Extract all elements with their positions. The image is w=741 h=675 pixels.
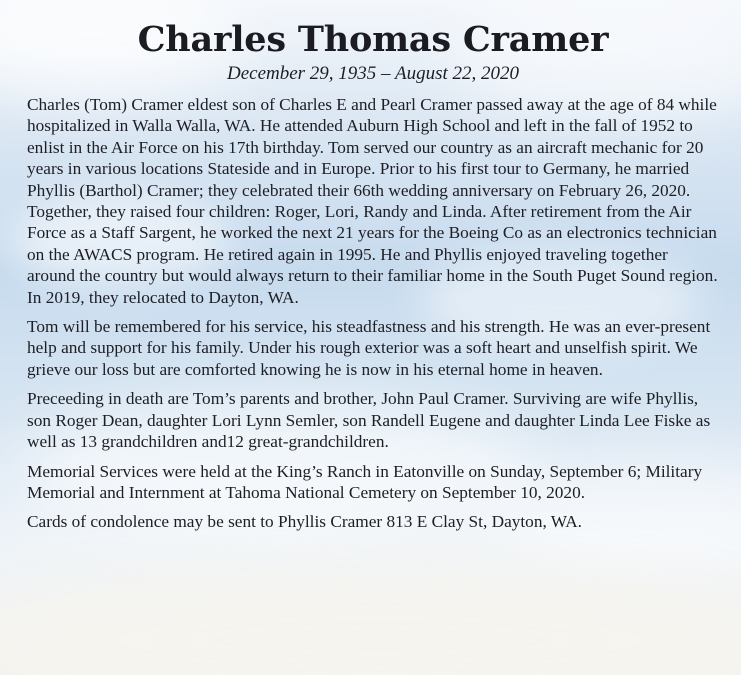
obituary-content (27, 18, 719, 541)
paragraph-services: Memorial Services were held at the King’s Ranch in Eatonville on Sunday, September 6; Military Memorial and Internment at Tahoma National Cemetery on September 10, 2020. (27, 461, 703, 502)
deceased-name: Charles Thomas Cramer (137, 19, 609, 60)
paragraph-survivors: Preceeding in death are Tom’s parents and brother, John Paul Cramer. Surviving are wife Phyllis, son Roger Dean, daughter Lori Lynn Semler, son Randell Eugene and daughter Linda Lee Fiske as well as 13 grandchildren and12 great-grandchildren. (27, 389, 711, 452)
life-dates: December 29, 1935 – August 22, 2020 (226, 63, 519, 84)
paragraph-remembrance: Tom will be remembered for his service, his steadfastness and his strength. He was an ever-present help and support for his family. Under his rough exterior was a soft heart and unselfish spirit. We grieve our loss but are comforted knowing he is now in his eternal home in heaven. (27, 317, 711, 379)
cloud-shape (0, 570, 741, 675)
paragraph-condolences: Cards of condolence may be sent to Phyllis Cramer 813 E Clay St, Dayton, WA. (27, 512, 582, 532)
paragraph-biography: Charles (Tom) Cramer eldest son of Charles E and Pearl Cramer passed away at the age of 84 while hospitalized in Walla Walla, WA. He attended Auburn High School and left in the fall of 1952 to enlist in the Air Force on his 17th birthday. Tom served our country as an aircraft mechanic for 20 years in various locations Stateside and in Europe. Prior to his first tour to Germany, he married Phyllis (Barthol) Cramer; they celebrated their 66th wedding anniversary on February 26, 2020. Together, they raised four children: Roger, Lori, Randy and Linda. After retirement from the Air Force as a Staff Sargent, he worked the next 21 years for the Boeing Co as an electronics technician on the AWACS program. He retired again in 1995. He and Phyllis enjoyed traveling together around the country but would always return to their familiar home in the South Puget Sound region. In 2019, they relocated to Dayton, WA. (27, 95, 718, 307)
